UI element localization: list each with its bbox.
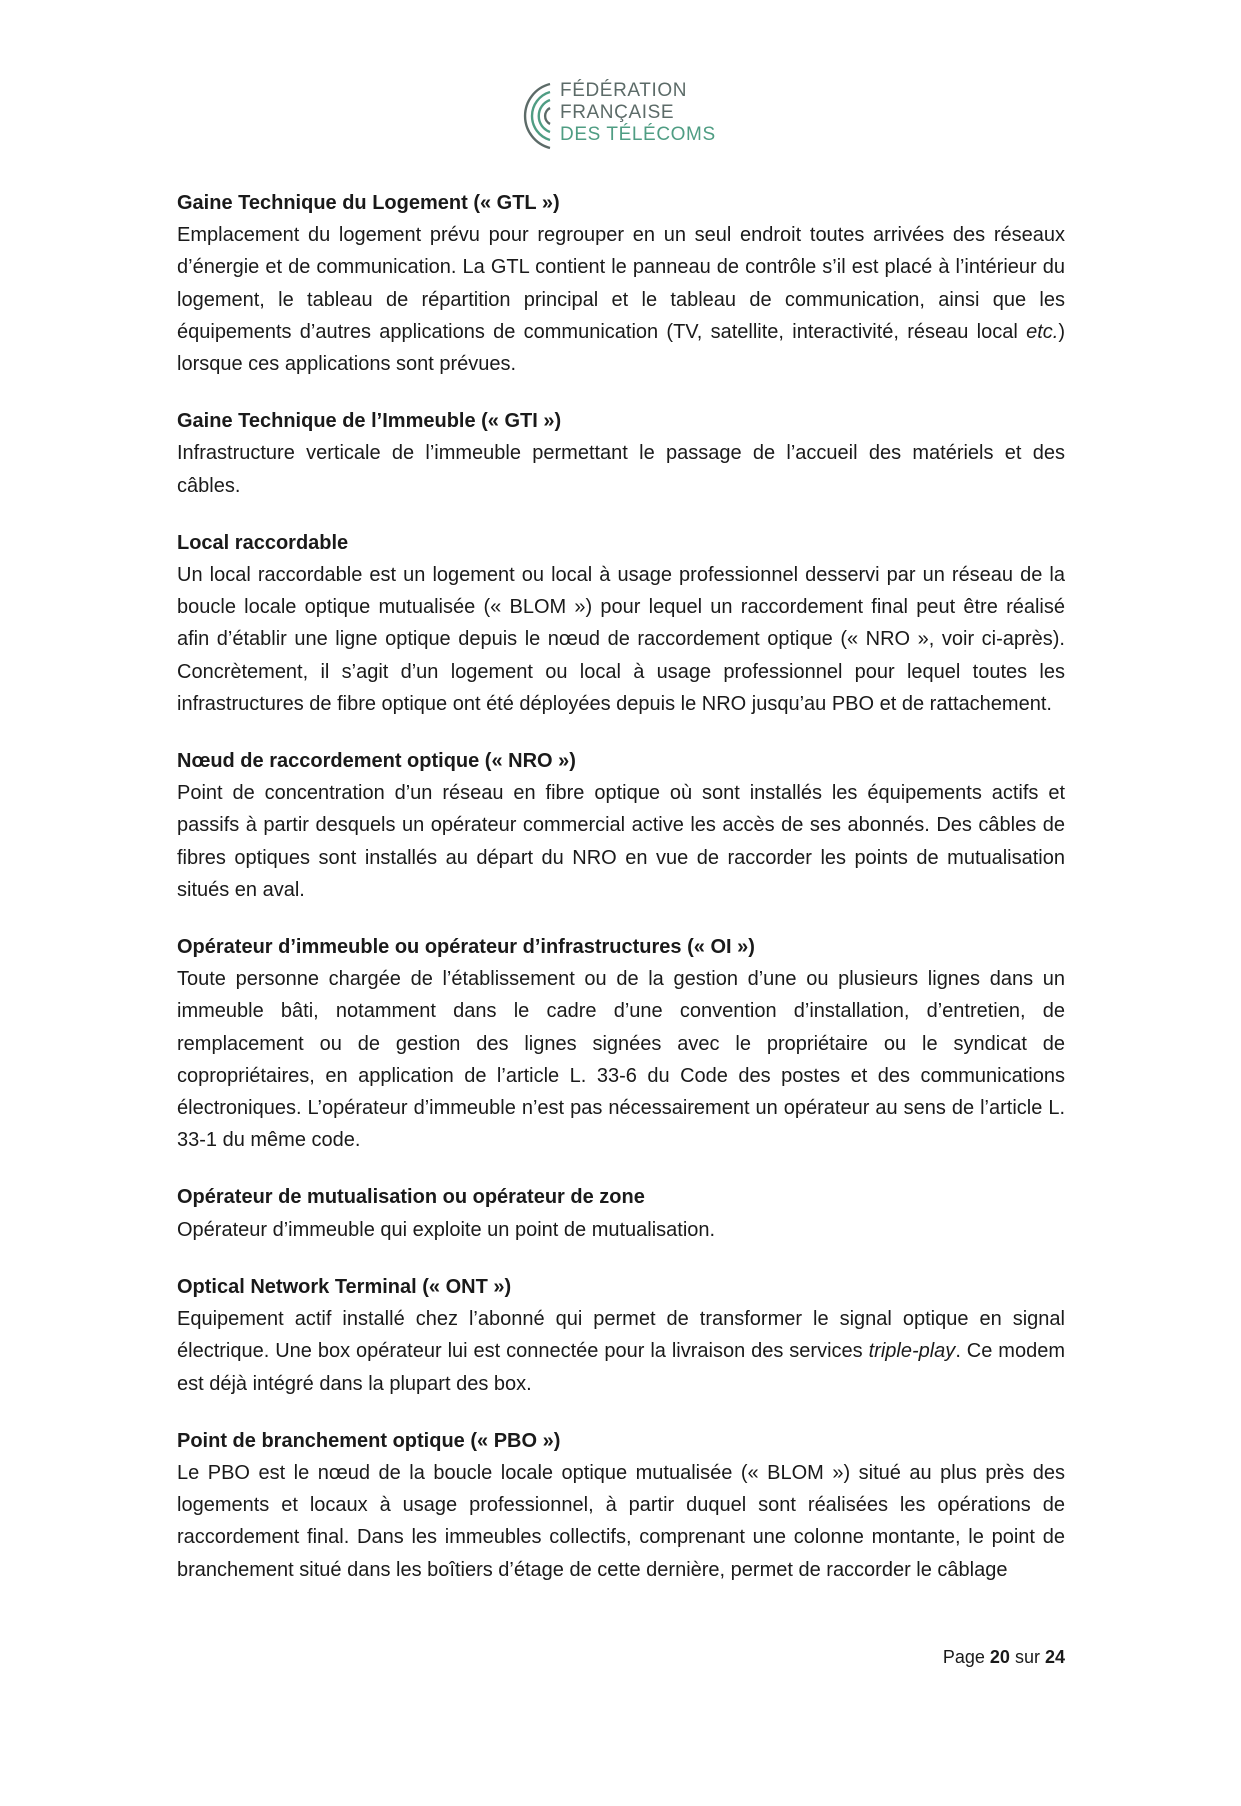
glossary-content (177, 187, 1065, 1611)
entry-title: Optical Network Terminal (« ONT ») (177, 1275, 512, 1298)
entry-title: Nœud de raccordement optique (« NRO ») (177, 750, 576, 773)
entry-text: Toute personne chargée de l’établissement ou de la gestion d’une ou plusieurs lignes dans un immeuble bâti, notamment dans le cadre d’une convention d’installation, d’entretien, de remplacement ou de gestion des lignes signées avec le propriétaire ou le syndicat de copropriétaires, en application de l’article L. 33-6 du Code des postes et des communications électroniques. L’opérateur d’immeuble n’est pas nécessairement un opérateur au sens de l’article L. 33-1 du même code. (177, 968, 1065, 1152)
entry-title: Opérateur d’immeuble ou opérateur d’infrastructures (« OI ») (177, 936, 755, 959)
glossary-entry-gtl (177, 187, 1065, 380)
glossary-entry-oi (177, 931, 1065, 1156)
glossary-entry-local-raccordable (177, 527, 1065, 720)
entry-title: Opérateur de mutualisation ou opérateur de zone (177, 1186, 645, 1209)
logo-line-1: FÉDÉRATION (560, 80, 688, 101)
page-total: 24 (1044, 1647, 1065, 1667)
entry-title: Point de branchement optique (« PBO ») (177, 1429, 561, 1452)
page-prefix: Page (942, 1647, 990, 1667)
entry-text-part: ) lorsque ces applications sont prévues. (177, 320, 1065, 376)
page-current: 20 (989, 1647, 1010, 1667)
entry-text: Point de concentration d’un réseau en fibre optique où sont installés les équipements actifs et passifs à partir desquels un opérateur commercial active les accès de ses abonnés. Des câbles de fibres optiques sont installés au départ du NRO en vue de raccorder les points de mutualisation situés en aval. (177, 782, 1065, 901)
entry-text-part: . Ce modem est déjà intégré dans la plupart des box. (177, 1340, 1065, 1395)
entry-text (177, 1303, 1065, 1400)
entry-text: Un local raccordable est un logement ou local à usage professionnel desservi par un réseau de la boucle locale optique mutualisée (« BLOM ») pour lequel un raccordement final peut être réalisé afin d’établir une ligne optique depuis le nœud de raccordement optique (« NRO », voir ci-après). Concrètement, il s’agit d’un logement ou local à usage professionnel pour lequel toutes les infrastructures de fibre optique ont été déployées depuis le NRO jusqu’au PBO et de rattachement. (177, 564, 1065, 715)
logo-arcs-icon (510, 78, 556, 154)
entry-text: Opérateur d’immeuble qui exploite un point de mutualisation. (177, 1218, 716, 1241)
glossary-entry-pbo (177, 1425, 1065, 1586)
entry-text: Le PBO est le nœud de la boucle locale optique mutualisée (« BLOM ») situé au plus près des logements et locaux à usage professionnel, à partir duquel sont réalisées les opérations de raccordement final. Dans les immeubles collectifs, comprenant une colonne montante, le point de branchement situé dans les boîtiers d’étage de cette dernière, permet de raccorder le câblage (177, 1461, 1065, 1581)
entry-text (177, 219, 1065, 380)
entry-text-part: Emplacement du logement prévu pour regrouper en un seul endroit toutes arrivées des réseaux d’énergie et de communication. La GTL contient le panneau de contrôle s’il est placé à l’intérieur du logement, le tableau de répartition principal et le tableau de communication, ainsi que les équipements d’autres applications de communication (TV, satellite, interactivité, réseau local (177, 224, 1065, 343)
entry-text-italic: etc. (1026, 320, 1059, 343)
glossary-entry-nro (177, 745, 1065, 906)
entry-title: Gaine Technique de l’Immeuble (« GTI ») (177, 410, 562, 433)
entry-title: Gaine Technique du Logement (« GTL ») (177, 192, 560, 214)
federation-logo (510, 78, 750, 158)
entry-text-italic: triple-play (868, 1340, 956, 1363)
glossary-entry-operateur-mutualisation (177, 1181, 1065, 1245)
page-separator: sur (1009, 1647, 1045, 1667)
entry-text-part: Equipement actif installé chez l’abonné qui permet de transformer le signal optique en signal électrique. Une box opérateur lui est connectée pour la livraison des services (177, 1308, 1065, 1363)
entry-text: Infrastructure verticale de l’immeuble permettant le passage de l’accueil des matériels et des câbles. (177, 442, 1065, 497)
logo-line-2: FRANÇAISE (560, 102, 675, 123)
entry-title: Local raccordable (177, 531, 349, 554)
logo-line-3: DES TÉLÉCOMS (560, 124, 716, 145)
page-number (943, 1646, 1065, 1668)
glossary-entry-ont (177, 1271, 1065, 1400)
logo-wordmark (560, 80, 716, 146)
glossary-entry-gti (177, 405, 1065, 502)
